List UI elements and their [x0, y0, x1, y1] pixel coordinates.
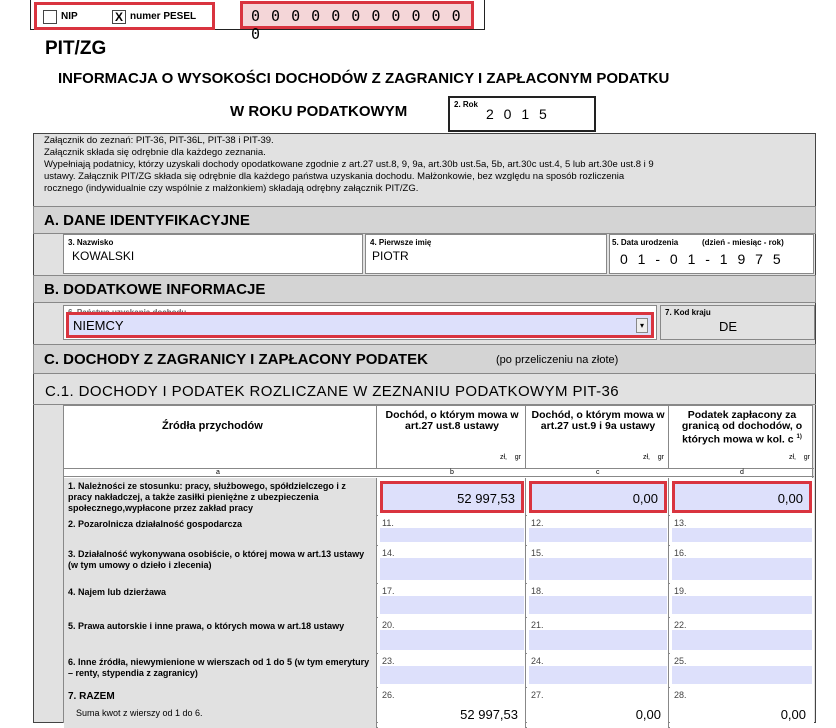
dropdown-arrow-icon[interactable]: ▾ [636, 318, 648, 333]
dob-value: 0 1 - 0 1 - 1 9 7 5 [620, 251, 784, 267]
country-select[interactable] [66, 312, 654, 338]
row-label: 5. Prawa autorskie i inne prawa, o których mowa w art.18 ustawy [68, 621, 345, 631]
country-cell [63, 305, 657, 340]
country-code-label: 7. Kod kraju [665, 308, 711, 317]
col-header-c [527, 406, 669, 468]
amount-input-d[interactable] [672, 558, 812, 580]
year-field[interactable] [448, 96, 596, 132]
column-letters-row [64, 468, 814, 477]
row-label: 4. Najem lub dzierżawa [68, 587, 167, 597]
field-number: 22. [674, 620, 687, 630]
col-header-sources-label: Źródła przychodów [162, 420, 263, 432]
pesel-label: numer PESEL [130, 11, 197, 22]
row-label: 7. RAZEM [68, 691, 115, 702]
amount-cell-b [378, 654, 526, 688]
row-label-cell [64, 654, 377, 688]
info-line: rocznego (indywidualnie czy wspólnie z małżonkiem) składają odrębny załącznik PIT/ZG. [44, 183, 419, 194]
dob-field[interactable] [609, 234, 814, 274]
row-sublabel: Suma kwot z wierszy od 1 do 6. [76, 708, 203, 718]
amount-input-b[interactable] [380, 528, 524, 542]
row-label-cell [64, 478, 377, 516]
field-number: 11. [382, 518, 394, 528]
amount-input-b[interactable] [380, 558, 524, 580]
col-header-b [378, 406, 526, 468]
total-row [64, 688, 814, 728]
table-row [64, 546, 814, 584]
amount-cell-d [670, 516, 814, 546]
amount-input-c[interactable] [529, 630, 667, 650]
row-label: 1. Należności ze stosunku: pracy, służbowego, spółdzielczego i z pracy nakładczej, a także zasiłki pieniężne z ubezpieczenia społecznego,wypłacone przez zakład pracy [68, 481, 346, 513]
amount-value: 0,00 [777, 491, 803, 506]
amount-input-d[interactable] [672, 666, 812, 684]
surname-label: 3. Nazwisko [68, 238, 114, 247]
amount-cell-d [670, 546, 814, 584]
table-row [64, 478, 814, 516]
amount-value: 52 997,53 [457, 491, 515, 506]
row-label-cell [64, 618, 377, 654]
info-text [44, 135, 804, 195]
section-c-title: C. DOCHODY Z ZAGRANICY I ZAPŁACONY PODATEK [44, 351, 428, 368]
form-title-year: W ROKU PODATKOWYM [230, 103, 408, 120]
table-rows [64, 478, 814, 724]
table-row [64, 516, 814, 546]
amount-cell-b [378, 618, 526, 654]
nip-checkbox[interactable] [43, 10, 57, 24]
pesel-checkbox[interactable]: X [112, 10, 126, 24]
table-row [64, 584, 814, 618]
amount-cell-b [378, 688, 526, 728]
amount-value: 0,00 [632, 491, 658, 506]
section-b-header [33, 275, 816, 303]
section-c-header [33, 344, 816, 374]
col-letter-d: d [740, 469, 744, 476]
info-line: Załącznik składa się odrębnie dla każdego zeznania. [44, 147, 266, 158]
amount-cell-c [527, 584, 669, 618]
amount-input-c[interactable] [529, 700, 667, 726]
footnote-mark: 1) [796, 434, 802, 440]
col-letter-a: a [216, 469, 220, 476]
form-code: PIT/ZG [45, 38, 107, 59]
amount-cell-c [527, 688, 669, 728]
year-value: 2 0 1 5 [486, 106, 550, 122]
field-number: 27. [531, 690, 544, 700]
amount-cell-d [670, 618, 814, 654]
amount-input-d[interactable] [672, 528, 812, 542]
amount-input-b[interactable] [380, 481, 524, 513]
dob-hint: (dzień - miesiąc - rok) [702, 238, 784, 247]
row-label-cell [64, 516, 377, 546]
field-number: 17. [382, 586, 395, 596]
amount-cell-c [527, 618, 669, 654]
table-row [64, 654, 814, 688]
row-label-cell [64, 688, 377, 728]
surname-value: KOWALSKI [72, 249, 135, 263]
col-header-sources [64, 406, 377, 468]
amount-cell-d [670, 654, 814, 688]
info-line: Załącznik do zeznań: PIT-36, PIT-36L, PIT-38 i PIT-39. [44, 135, 274, 146]
col-header-d-text: Podatek zapłacony za granicą od dochodów, o których mowa w kol. c [681, 409, 803, 446]
amount-input-d[interactable] [672, 630, 812, 650]
section-a-header [33, 206, 816, 234]
field-number: 28. [674, 690, 687, 700]
amount-cell-c [527, 654, 669, 688]
field-number: 14. [382, 548, 395, 558]
field-number: 13. [674, 518, 687, 528]
col-letter-c: c [596, 469, 600, 476]
amount-value: 52 997,53 [460, 707, 518, 722]
amount-input-d[interactable] [672, 700, 812, 726]
col-header-d-label [674, 410, 810, 446]
row-label-cell [64, 546, 377, 584]
amount-input-c[interactable] [529, 666, 667, 684]
amount-input-c[interactable] [529, 528, 667, 542]
unit-label: zł, gr [642, 454, 664, 461]
field-number: 20. [382, 620, 395, 630]
field-number: 12. [531, 518, 544, 528]
country-code-value: DE [719, 319, 738, 334]
amount-value: 0,00 [780, 707, 806, 722]
id-number-value: 0 0 0 0 0 0 0 0 0 0 0 0 [251, 7, 462, 43]
amount-cell-d [670, 478, 814, 516]
amount-cell-c [527, 546, 669, 584]
country-value: NIEMCY [73, 318, 124, 333]
row-label: 3. Działalność wykonywana osobiście, o której mowa w art.13 ustawy (w tym umowy o dzieło i zlecenia) [68, 549, 365, 570]
unit-label: zł, gr [499, 454, 521, 461]
table-row [64, 618, 814, 654]
firstname-label: 4. Pierwsze imię [370, 238, 432, 247]
year-label: 2. Rok [454, 100, 479, 109]
field-number: 21. [531, 620, 544, 630]
row-label-cell [64, 584, 377, 618]
section-c1-header [33, 375, 816, 405]
field-number: 15. [531, 548, 544, 558]
field-number: 16. [674, 548, 687, 558]
field-number: 23. [382, 656, 395, 666]
row-label: 2. Pozarolnicza działalność gospodarcza [68, 519, 243, 529]
col-letter-b: b [450, 469, 454, 476]
amount-input-b[interactable] [380, 596, 524, 614]
field-number: 18. [531, 586, 544, 596]
field-number: 26. [382, 690, 395, 700]
field-number: 25. [674, 656, 687, 666]
info-line: ustawy. Załącznik PIT/ZG składa się odrębnie dla każdego państwa uzyskania dochodu. Małżonkowie, bez względu na sposób rozliczenia [44, 171, 625, 182]
income-table [63, 405, 813, 723]
dob-label: 5. Data urodzenia [612, 238, 679, 247]
amount-input-c[interactable] [529, 558, 667, 580]
amount-cell-d [670, 584, 814, 618]
info-line: Wypełniają podatnicy, którzy uzyskali dochody opodatkowane zgodnie z art.27 ust.8, 9, 9a, art.30b ust.5a, 5b, art.30c ust.4, 5 lub art.30e ust.8 i 9 [44, 159, 654, 170]
section-a-body [33, 234, 816, 274]
amount-input-b[interactable] [380, 700, 524, 726]
form-title: INFORMACJA O WYSOKOŚCI DOCHODÓW Z ZAGRANICY I ZAPŁACONYM PODATKU [58, 70, 670, 87]
unit-label: zł, gr [788, 454, 810, 461]
section-c1-title: C.1. DOCHODY I PODATEK ROZLICZANE W ZEZNANIU PODATKOWYM PIT-36 [45, 383, 620, 400]
amount-input-b[interactable] [380, 666, 524, 684]
section-a-title: A. DANE IDENTYFIKACYJNE [44, 212, 250, 229]
amount-cell-c [527, 516, 669, 546]
id-type-group [34, 2, 215, 30]
section-b-title: B. DODATKOWE INFORMACJE [44, 281, 266, 298]
field-number: 24. [531, 656, 544, 666]
amount-input-c[interactable] [529, 596, 667, 614]
amount-input-d[interactable] [672, 596, 812, 614]
row-label: 6. Inne źródła, niewymienione w wierszach od 1 do 5 (w tym emerytury – renty, stypendia z zagranicy) [68, 657, 370, 678]
nip-label: NIP [61, 11, 78, 22]
surname-field[interactable] [63, 234, 363, 274]
col-header-b-label: Dochód, o którym mowa w art.27 ust.8 ustawy [385, 409, 519, 432]
amount-cell-b [378, 516, 526, 546]
amount-input-d[interactable] [672, 481, 812, 513]
amount-value: 0,00 [635, 707, 661, 722]
amount-cell-d [670, 688, 814, 728]
amount-input-b[interactable] [380, 630, 524, 650]
firstname-field[interactable] [365, 234, 607, 274]
id-number-field[interactable] [240, 1, 474, 43]
col-header-c-label: Dochód, o którym mowa w art.27 ust.9 i 9a ustawy [531, 409, 665, 432]
amount-cell-b [378, 478, 526, 516]
section-c-note: (po przeliczeniu na złote) [496, 354, 619, 366]
amount-cell-c [527, 478, 669, 516]
amount-cell-b [378, 546, 526, 584]
col-header-d [670, 406, 814, 468]
firstname-value: PIOTR [372, 249, 409, 263]
field-number: 19. [674, 586, 687, 596]
country-code-field [660, 305, 815, 340]
amount-input-c[interactable] [529, 481, 667, 513]
amount-cell-b [378, 584, 526, 618]
